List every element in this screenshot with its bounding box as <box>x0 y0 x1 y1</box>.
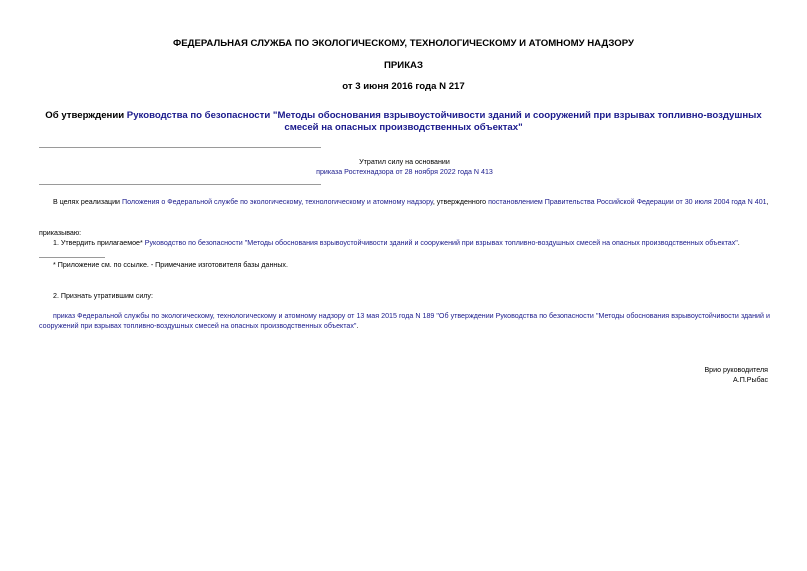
preamble-paragraph <box>39 198 770 208</box>
preamble-text-1: В целях реализации <box>53 198 122 206</box>
repealed-order-end: . <box>356 321 359 330</box>
status-note <box>39 158 770 177</box>
signature-block <box>704 365 768 385</box>
status-repeal-link[interactable]: приказа Ростехнадзора от 28 ноября 2022 года N 413 <box>316 167 493 176</box>
status-line: Утратил силу на основании <box>359 158 450 166</box>
footnote: * Приложение см. по ссылке. - Примечание изготовителя базы данных. <box>53 261 288 269</box>
footnote-divider <box>39 257 105 258</box>
preamble-text-2: , утвержденного <box>432 198 489 206</box>
signature-position: Врио руководителя <box>704 366 768 374</box>
item-1-text: 1. Утвердить прилагаемое* <box>53 239 145 247</box>
regulation-link[interactable]: Положения о Федеральной службе по экологическому, технологическому и атомному надзору <box>122 198 433 206</box>
item-1-end: . <box>737 239 740 247</box>
title-prefix: Об утверждении <box>45 110 127 121</box>
document-date-number: от 3 июня 2016 года N 217 <box>342 81 465 92</box>
signature-name: А.П.Рыбас <box>733 376 768 384</box>
preamble-text-3: , <box>766 198 769 206</box>
document-type: ПРИКАЗ <box>384 60 423 71</box>
repealed-order-link[interactable]: приказ Федеральной службы по экологическому, технологическому и атомному надзору от 13 мая 2015 года N 189 "Об утверждении Руководства по безопасности "Методы обоснования взрывоустойчивости зданий и сооружений при взрывах топливно-воздушных смесей на опасных производственных объектах" <box>39 312 770 330</box>
title-guide-link[interactable]: Руководства по безопасности "Методы обоснования взрывоустойчивости зданий и сооружений при взрывах топливно-воздушных смесей на опасных производственных объектах" <box>126 110 762 133</box>
approved-guide-link[interactable]: Руководство по безопасности "Методы обоснования взрывоустойчивости зданий и сооружений при взрывах топливно-воздушных смесей на опасных производственных объектах" <box>144 239 738 247</box>
divider-top <box>39 147 321 148</box>
repealed-order-paragraph <box>39 312 770 331</box>
agency-name: ФЕДЕРАЛЬНАЯ СЛУЖБА ПО ЭКОЛОГИЧЕСКОМУ, ТЕХНОЛОГИЧЕСКОМУ И АТОМНОМУ НАДЗОРУ <box>173 38 634 49</box>
document-title <box>30 110 777 133</box>
order-word: приказываю: <box>39 229 82 237</box>
item-1-paragraph <box>39 239 770 249</box>
divider-bottom <box>39 184 321 185</box>
item-2-paragraph: 2. Признать утратившим силу: <box>53 292 153 300</box>
government-decree-link[interactable]: постановлением Правительства Российской Федерации от 30 июля 2004 года N 401 <box>488 198 767 206</box>
